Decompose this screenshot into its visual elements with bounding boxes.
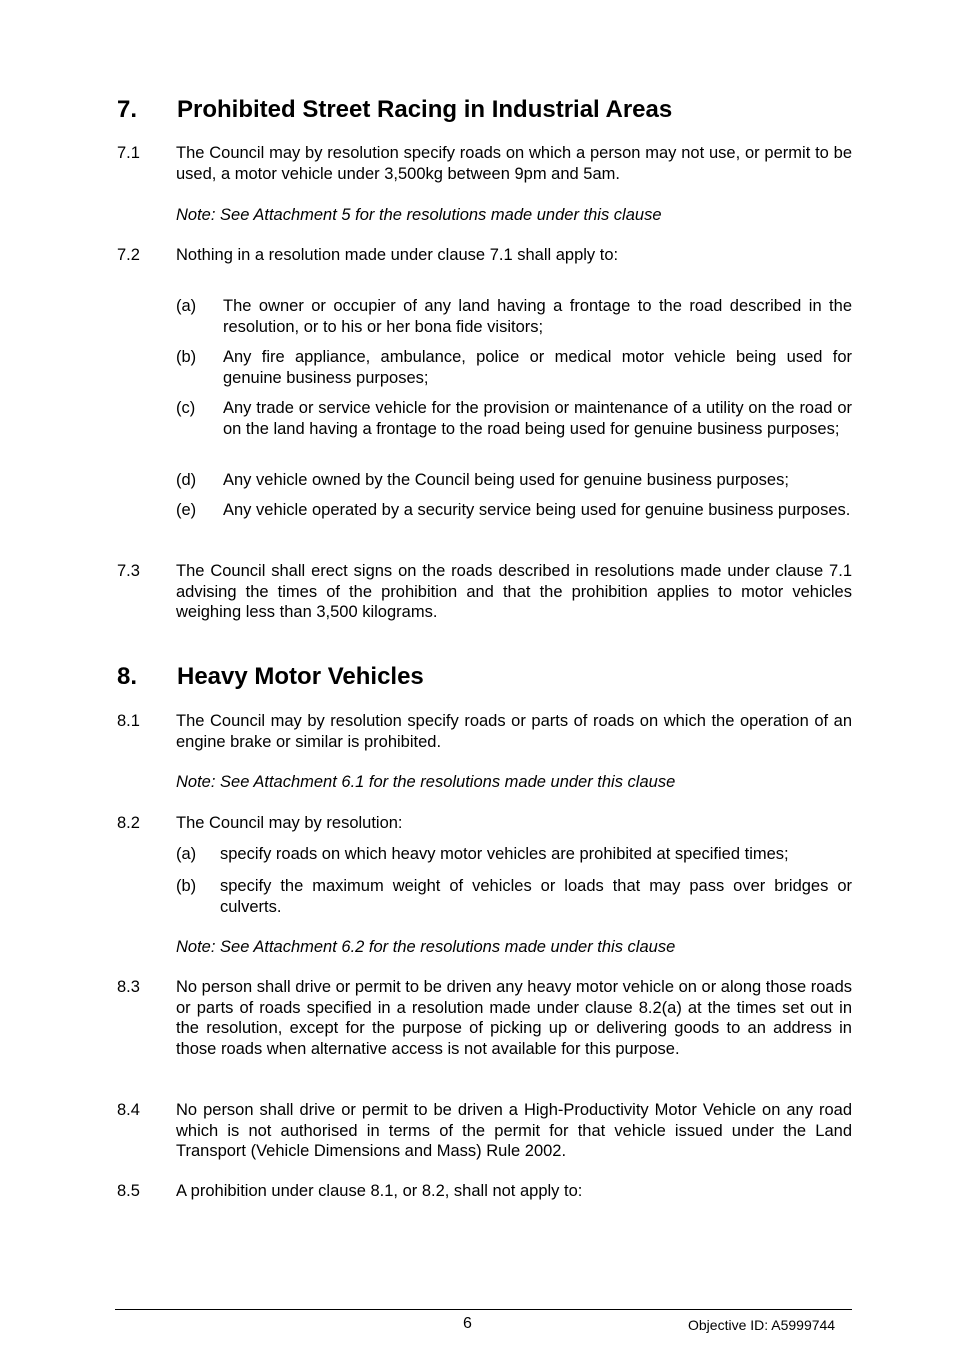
list-item-text: specify the maximum weight of vehicles or loads that may pass over bridges or culverts. [220, 877, 852, 916]
clause-number: 8.3 [117, 978, 140, 996]
list-item-text: Any vehicle operated by a security service being used for genuine business purposes. [223, 501, 851, 519]
clause-number: 8.2 [117, 814, 140, 832]
section-number: 8. [117, 663, 138, 690]
list-item-label: (b) [176, 877, 197, 895]
clause-text: Nothing in a resolution made under clause 7.1 shall apply to: [176, 246, 619, 264]
clause-number: 8.5 [117, 1182, 140, 1200]
clause-number: 7.3 [117, 562, 140, 580]
objective-id: Objective ID: A5999744 [688, 1317, 836, 1333]
clause-number: 8.4 [117, 1101, 140, 1119]
clause-note: Note: See Attachment 6.1 for the resolutions made under this clause [176, 773, 676, 791]
clause-text: No person shall drive or permit to be driven any heavy motor vehicle on or along those roads or parts of roads specified in a resolution made under clause 8.2(a) at the times set out in the resolution, except for the purpose of picking up or delivering goods to an address in those roads when alternative access is not available for this purpose. [176, 978, 852, 1059]
footer-divider [115, 1309, 852, 1310]
list-item-label: (a) [176, 845, 197, 863]
clause-number: 7.2 [117, 246, 140, 264]
section-title: Heavy Motor Vehicles [177, 663, 424, 690]
section-number: 7. [117, 96, 138, 123]
list-item-label: (e) [176, 501, 197, 519]
clause-text: No person shall drive or permit to be driven a High-Productivity Motor Vehicle on any road which is not authorised in terms of the permit for that vehicle issued under the Land Transport (Vehicle Dimensions and Mass) Rule 2002. [176, 1101, 852, 1161]
list-item-text: The owner or occupier of any land having a frontage to the road described in the resolution, or to his or her bona fide visitors; [223, 297, 852, 336]
clause-note: Note: See Attachment 5 for the resolutions made under this clause [176, 206, 662, 224]
page-number: 6 [463, 1315, 472, 1332]
list-item-text: Any fire appliance, ambulance, police or medical motor vehicle being used for genuine business purposes; [223, 348, 852, 387]
list-item-text: specify roads on which heavy motor vehicles are prohibited at specified times; [220, 845, 789, 863]
clause-text: The Council may by resolution specify roads or parts of roads on which the operation of an engine brake or similar is prohibited. [176, 712, 852, 751]
list-item-text: Any vehicle owned by the Council being used for genuine business purposes; [223, 471, 789, 489]
section-title: Prohibited Street Racing in Industrial Areas [177, 96, 673, 123]
list-item-label: (a) [176, 297, 197, 315]
clause-text: A prohibition under clause 8.1, or 8.2, shall not apply to: [176, 1182, 583, 1200]
clause-number: 7.1 [117, 144, 140, 162]
clause-number: 8.1 [117, 712, 140, 730]
list-item-label: (c) [176, 399, 196, 417]
clause-text: The Council may by resolution: [176, 814, 403, 832]
list-item-label: (b) [176, 348, 197, 366]
clause-text: The Council may by resolution specify roads on which a person may not use, or permit to be used, a motor vehicle under 3,500kg between 9pm and 5am. [176, 144, 852, 183]
clause-text: The Council shall erect signs on the roads described in resolutions made under clause 7.1 advising the times of the prohibition and that the prohibition applies to motor vehicles weighing less than 3,500 kilograms. [176, 562, 852, 622]
clause-note: Note: See Attachment 6.2 for the resolutions made under this clause [176, 938, 676, 956]
list-item-label: (d) [176, 471, 197, 489]
list-item-text: Any trade or service vehicle for the provision or maintenance of a utility on the road or on the land having a frontage to the road being used for genuine business purposes; [223, 399, 852, 438]
